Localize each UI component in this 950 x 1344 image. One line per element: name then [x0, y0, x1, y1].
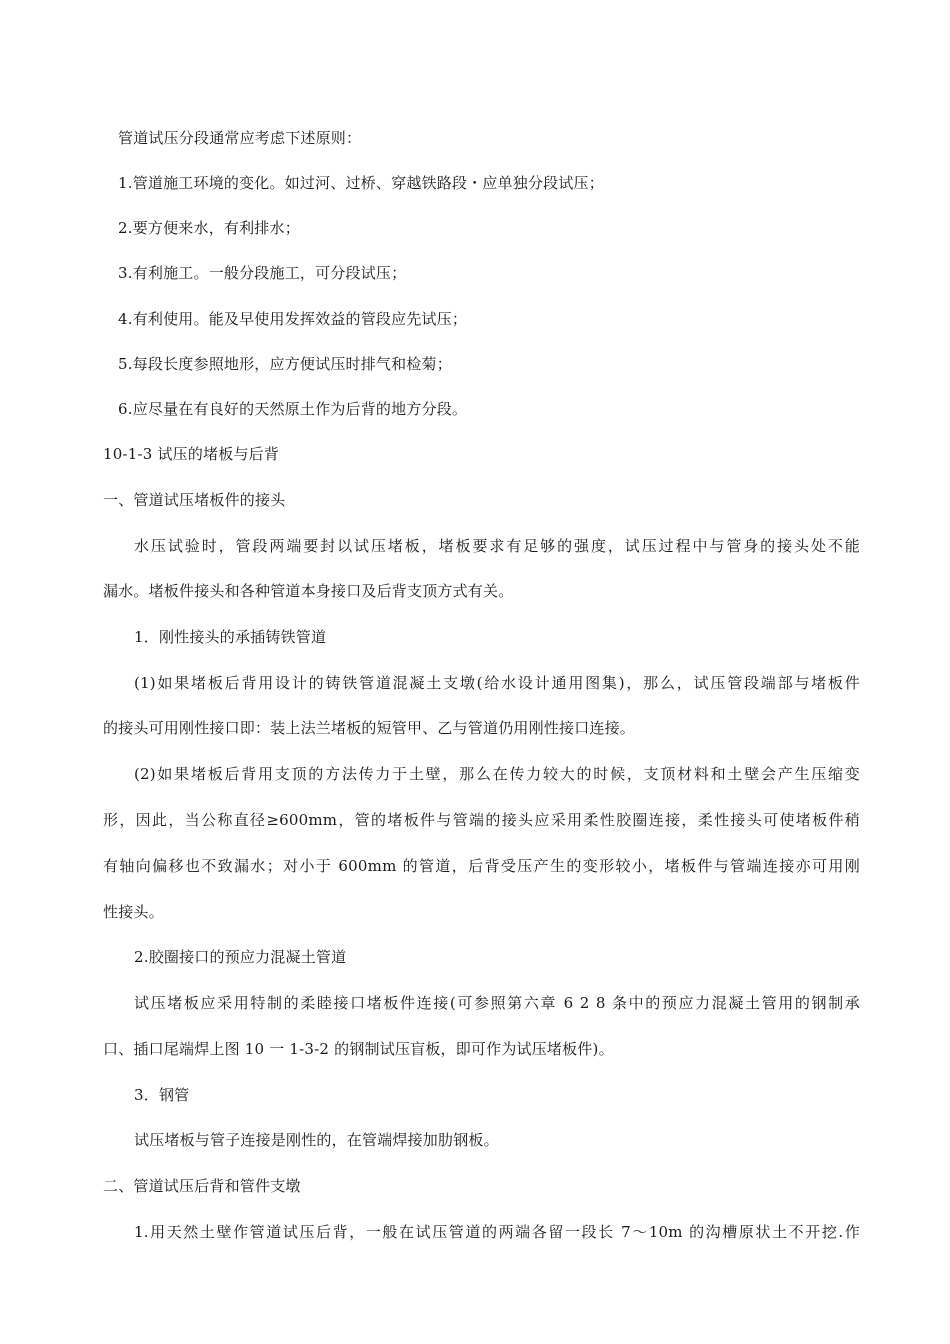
- subheading-2: 二、管道试压后背和管件支墩: [103, 1177, 301, 1195]
- item-rigid-joint: 1．刚性接头的承插铸铁管道: [134, 628, 327, 646]
- paragraph-2-line-1: (2)如果堵板后背用支顶的方法传力于土壁，那么在传力较大的时候，支顶材料和土壁会产生压缩变: [134, 765, 860, 783]
- list-item-6: 6.应尽量在有良好的天然原土作为后背的地方分段。: [118, 400, 468, 418]
- paragraph-water-test-line-2: 漏水。堵板件接头和各种管道本身接口及后背支顶方式有关。: [103, 582, 514, 600]
- paragraph-intro: 管道试压分段通常应考虑下述原则：: [118, 129, 362, 147]
- paragraph-3-line-1: 试压堵板应采用特制的柔睦接口堵板件连接(可参照第六章 6 2 8 条中的预应力混凝土管用的钢制承: [134, 994, 860, 1012]
- subheading-1: 一、管道试压堵板件的接头: [103, 491, 286, 509]
- list-item-2: 2.要方便来水，有利排水；: [118, 219, 300, 237]
- paragraph-4: 试压堵板与管子连接是刚性的，在管端焊接加肋钢板。: [134, 1131, 499, 1149]
- paragraph-2-line-4: 性接头。: [103, 903, 164, 921]
- paragraph-5-line-1: 1.用天然土壁作管道试压后背，一般在试压管道的两端各留一段长 7～10m 的沟槽原状土不开挖.作: [134, 1223, 860, 1241]
- list-item-4: 4.有利使用。能及早使用发挥效益的管段应先试压；: [118, 310, 468, 328]
- paragraph-3-line-2: 口、插口尾端焊上图 10 一 1-3-2 的钢制试压盲板，即可作为试压堵板件)。: [103, 1040, 614, 1058]
- paragraph-water-test-line-1: 水压试验时，管段两端要封以试压堵板，堵板要求有足够的强度，试压过程中与管身的接头处不能: [134, 537, 860, 555]
- item-steel-pipe: 3．钢管: [134, 1086, 190, 1104]
- item-rubber-joint: 2.胶圈接口的预应力混凝土管道: [134, 948, 347, 966]
- list-item-3: 3.有利施工。一般分段施工，可分段试压；: [118, 264, 407, 282]
- paragraph-2-line-3: 有轴向偏移也不致漏水；对小于 600mm 的管道，后背受压产生的变形较小，堵板件与管端连接亦可用刚: [103, 857, 860, 875]
- paragraph-1-line-1: (1)如果堵板后背用设计的铸铁管道混凝土支墩(给水设计通用图集)，那么，试压管段端部与堵板件: [134, 674, 860, 692]
- list-item-5: 5.每段长度参照地形，应方便试压时排气和检菊；: [118, 355, 452, 373]
- paragraph-2-line-2: 形，因此，当公称直径≥600mm，管的堵板件与管端的接头应采用柔性胶圈连接，柔性接头可使堵板件稍: [103, 811, 860, 829]
- section-heading-10-1-3: 10-1-3 试压的堵板与后背: [103, 445, 280, 463]
- list-item-1: 1.管道施工环境的变化。如过河、过桥、穿越铁路段・应单独分段试压；: [118, 174, 604, 192]
- paragraph-1-line-2: 的接头可用刚性接口即：装上法兰堵板的短管甲、乙与管道仍用刚性接口连接。: [103, 719, 636, 737]
